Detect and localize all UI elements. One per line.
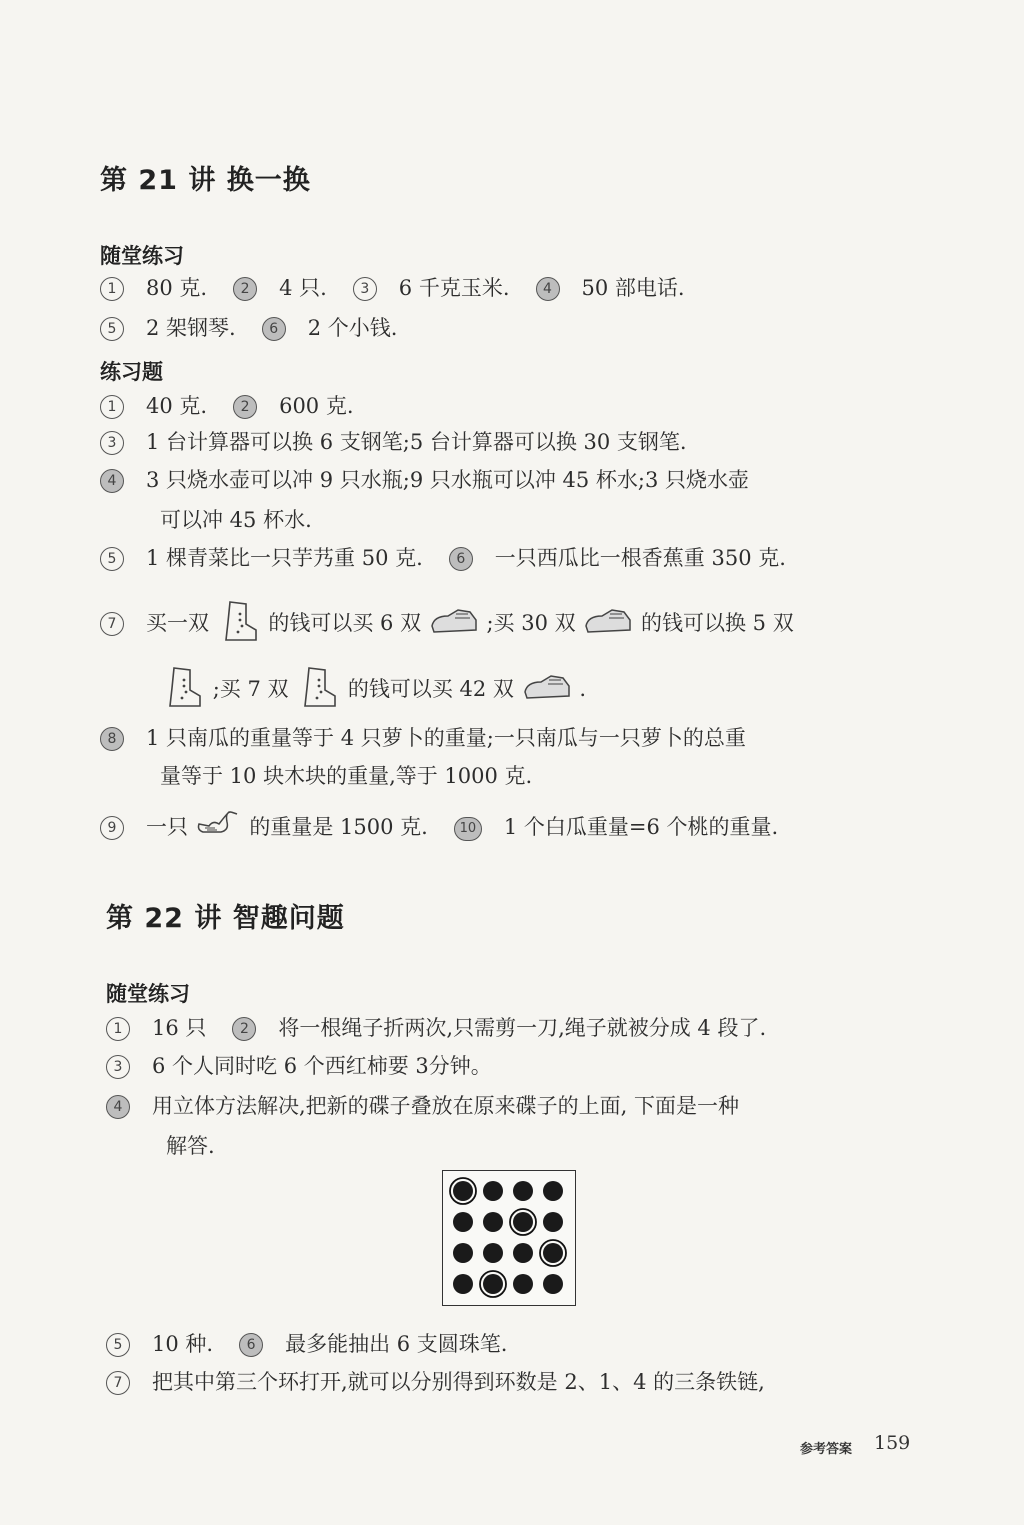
question-number: 2 <box>233 277 257 301</box>
section-heading: 随堂练习 <box>106 982 190 1006</box>
answer-line <box>100 598 794 651</box>
dish-dot <box>513 1212 533 1232</box>
dish-dot <box>543 1243 563 1263</box>
boot-icon <box>295 664 341 717</box>
question-number: 6 <box>449 547 473 571</box>
lesson-21-title: 第 21 讲 换一换 <box>100 165 311 196</box>
dish-dot <box>543 1274 563 1294</box>
dish-dot <box>483 1274 503 1294</box>
answer-line <box>100 544 786 572</box>
answer-text: 600 克. <box>279 394 354 418</box>
answer-line <box>106 1092 739 1120</box>
page-number: 159 <box>874 1432 911 1454</box>
answer-text: 2 个小钱. <box>307 316 398 340</box>
answer-text: 16 只 <box>152 1016 207 1040</box>
answer-line <box>100 274 685 302</box>
answer-text: ;买 30 双 <box>486 611 576 635</box>
answer-text: 的钱可以换 5 双 <box>641 611 794 635</box>
answer-text: 最多能抽出 6 支圆珠笔. <box>285 1332 508 1356</box>
answer-text: 1 个白瓜重量=6 个桃的重量. <box>503 815 779 839</box>
question-number: 6 <box>239 1333 263 1357</box>
answer-text-continued: 解答. <box>166 1134 215 1158</box>
answer-text-continued: 量等于 10 块木块的重量,等于 1000 克. <box>160 764 533 788</box>
answer-line <box>100 428 687 456</box>
answer-text: . <box>579 677 586 701</box>
dish-dot <box>513 1274 533 1294</box>
footer-label: 参考答案 <box>800 1442 853 1457</box>
answer-text: 3 只烧水壶可以冲 9 只水瓶;9 只水瓶可以冲 45 杯水;3 只烧水壶 <box>146 468 750 492</box>
answer-text: 的钱可以买 42 双 <box>347 677 514 701</box>
question-number: 5 <box>100 547 124 571</box>
answer-text-continued: 可以冲 45 杯水. <box>160 508 312 532</box>
answer-line <box>100 808 778 849</box>
answer-text: 的钱可以买 6 双 <box>268 611 422 635</box>
question-number: 3 <box>100 431 124 455</box>
answer-text: 1 台计算器可以换 6 支钢笔;5 台计算器可以换 30 支钢笔. <box>146 430 687 454</box>
answer-text: 一只 <box>146 815 188 839</box>
section-heading: 练习题 <box>100 360 163 384</box>
question-number: 5 <box>106 1333 130 1357</box>
answer-text: 50 部电话. <box>581 276 685 300</box>
dish-dot <box>453 1274 473 1294</box>
answer-text-continued <box>160 664 586 717</box>
answer-text: 的重量是 1500 克. <box>249 815 428 839</box>
question-number: 7 <box>100 612 124 636</box>
dish-dot <box>453 1212 473 1232</box>
answer-text: 用立体方法解决,把新的碟子叠放在原来碟子的上面, 下面是一种 <box>152 1094 740 1118</box>
answer-text: 买一双 <box>146 611 209 635</box>
boot-icon <box>216 598 262 651</box>
answer-line <box>106 1052 492 1080</box>
answer-line <box>106 1330 507 1358</box>
boot-icon <box>160 664 206 717</box>
question-number: 8 <box>100 727 124 751</box>
dish-dot <box>453 1181 473 1201</box>
answer-text: 1 只南瓜的重量等于 4 只萝卜的重量;一只南瓜与一只萝卜的总重 <box>146 726 746 750</box>
answer-text: ;买 7 双 <box>212 677 289 701</box>
answer-text: 10 种. <box>152 1332 214 1356</box>
question-number: 2 <box>233 395 257 419</box>
answer-text: 4 只. <box>279 276 327 300</box>
answer-text: 80 克. <box>146 276 208 300</box>
goose-icon <box>195 808 243 849</box>
answer-text: 把其中第三个环打开,就可以分别得到环数是 2、1、4 的三条铁链, <box>152 1370 765 1394</box>
question-number: 1 <box>106 1017 130 1041</box>
answer-line <box>100 392 354 420</box>
answer-text: 2 架钢琴. <box>146 316 236 340</box>
dish-dot <box>543 1212 563 1232</box>
question-number: 3 <box>353 277 377 301</box>
dish-dot <box>543 1181 563 1201</box>
answer-text: 一只西瓜比一根香蕉重 350 克. <box>494 546 786 570</box>
question-number: 1 <box>100 277 124 301</box>
answer-line <box>100 724 746 752</box>
dish-arrangement-figure <box>442 1170 576 1306</box>
section-heading: 随堂练习 <box>100 244 184 268</box>
answer-text: 40 克. <box>146 394 208 418</box>
lesson-22-title: 第 22 讲 智趣问题 <box>106 903 345 934</box>
question-number: 9 <box>100 816 124 840</box>
shoe-icon <box>521 672 573 709</box>
dish-dot <box>483 1181 503 1201</box>
answer-text: 6 千克玉米. <box>398 276 510 300</box>
question-number: 6 <box>262 317 286 341</box>
question-number: 1 <box>100 395 124 419</box>
dish-dot <box>483 1212 503 1232</box>
answer-line <box>106 1014 766 1042</box>
dish-dot <box>513 1181 533 1201</box>
shoe-icon <box>428 606 480 643</box>
question-number: 4 <box>536 277 560 301</box>
question-number: 7 <box>106 1371 130 1395</box>
question-number: 4 <box>106 1095 130 1119</box>
answer-text: 1 棵青菜比一只芋艿重 50 克. <box>146 546 423 570</box>
dish-dot <box>483 1243 503 1263</box>
answer-line <box>100 314 397 342</box>
dish-dot <box>513 1243 533 1263</box>
dish-dot <box>453 1243 473 1263</box>
question-number: 5 <box>100 317 124 341</box>
answer-line <box>100 466 749 494</box>
answer-line <box>106 1368 765 1396</box>
shoe-icon <box>582 606 634 643</box>
question-number: 4 <box>100 469 124 493</box>
question-number: 2 <box>232 1017 256 1041</box>
answer-text: 将一根绳子折两次,只需剪一刀,绳子就被分成 4 段了. <box>278 1016 767 1040</box>
answer-text: 6 个人同时吃 6 个西红柿要 3分钟。 <box>152 1054 492 1078</box>
question-number: 3 <box>106 1055 130 1079</box>
question-number: 10 <box>454 817 482 841</box>
